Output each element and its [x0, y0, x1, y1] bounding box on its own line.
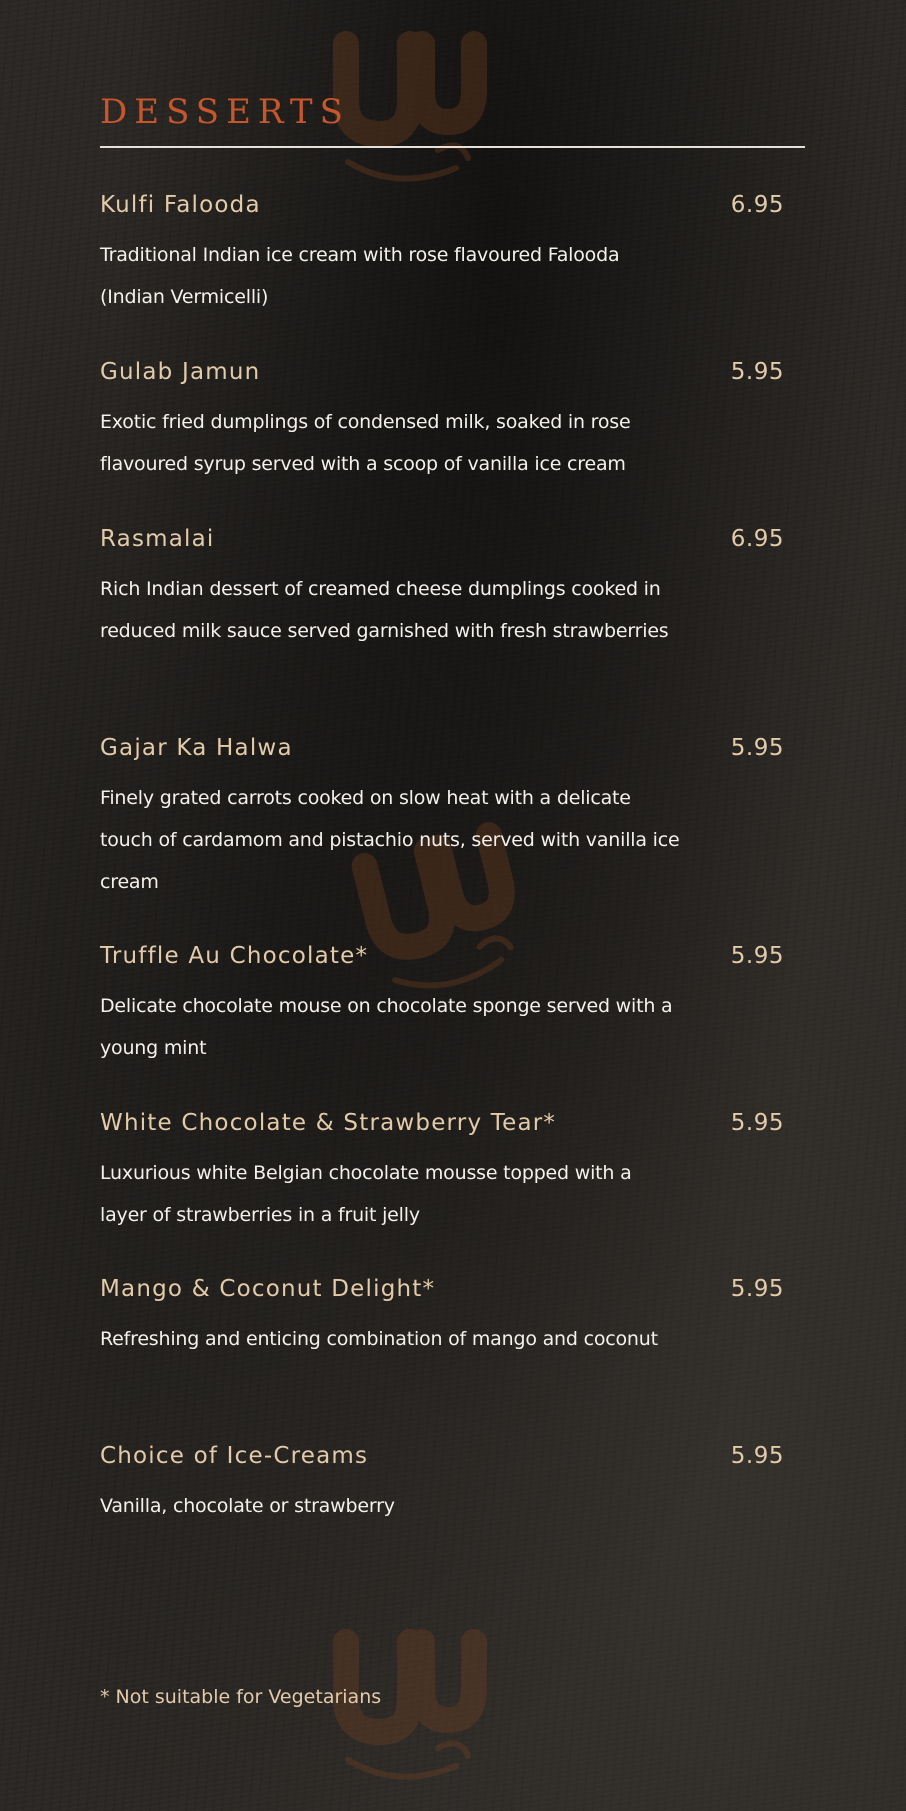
- title-divider: [100, 146, 805, 148]
- item-price: 5.95: [730, 1110, 784, 1136]
- item-description: Rich Indian dessert of creamed cheese dumplings cooked in reduced milk sauce served garnished with fresh strawberries: [100, 578, 669, 642]
- item-price: 6.95: [730, 192, 784, 218]
- item-description: Exotic fried dumplings of condensed milk, soaked in rose flavoured syrup served with a scoop of vanilla ice cream: [100, 411, 631, 475]
- item-price: 5.95: [730, 1276, 784, 1302]
- item-price: 5.95: [730, 735, 784, 761]
- item-name: White Chocolate & Strawberry Tear*: [100, 1110, 557, 1136]
- item-price: 6.95: [730, 526, 784, 552]
- item-description: Refreshing and enticing combination of mango and coconut: [100, 1328, 658, 1350]
- item-name: Truffle Au Chocolate*: [100, 943, 369, 969]
- logo-watermark-icon: [318, 1628, 498, 1798]
- item-price: 5.95: [730, 943, 784, 969]
- item-description: Vanilla, chocolate or strawberry: [100, 1495, 395, 1517]
- item-price: 5.95: [730, 1443, 784, 1469]
- item-name: Rasmalai: [100, 526, 215, 552]
- item-price: 5.95: [730, 359, 784, 385]
- item-name: Mango & Coconut Delight*: [100, 1276, 436, 1302]
- page-title: DESSERTS: [100, 92, 350, 132]
- item-description: Finely grated carrots cooked on slow heat with a delicate touch of cardamom and pistachio nuts, served with vanilla ice cream: [100, 787, 680, 893]
- item-name: Choice of Ice-Creams: [100, 1443, 369, 1469]
- item-description: Luxurious white Belgian chocolate mousse topped with a layer of strawberries in a fruit jelly: [100, 1162, 632, 1226]
- item-description: Delicate chocolate mouse on chocolate sponge served with a young mint: [100, 995, 673, 1059]
- item-name: Kulfi Falooda: [100, 192, 261, 218]
- item-description: Traditional Indian ice cream with rose flavoured Falooda (Indian Vermicelli): [100, 244, 620, 308]
- item-name: Gajar Ka Halwa: [100, 735, 293, 761]
- footnote: * Not suitable for Vegetarians: [100, 1686, 382, 1708]
- item-name: Gulab Jamun: [100, 359, 261, 385]
